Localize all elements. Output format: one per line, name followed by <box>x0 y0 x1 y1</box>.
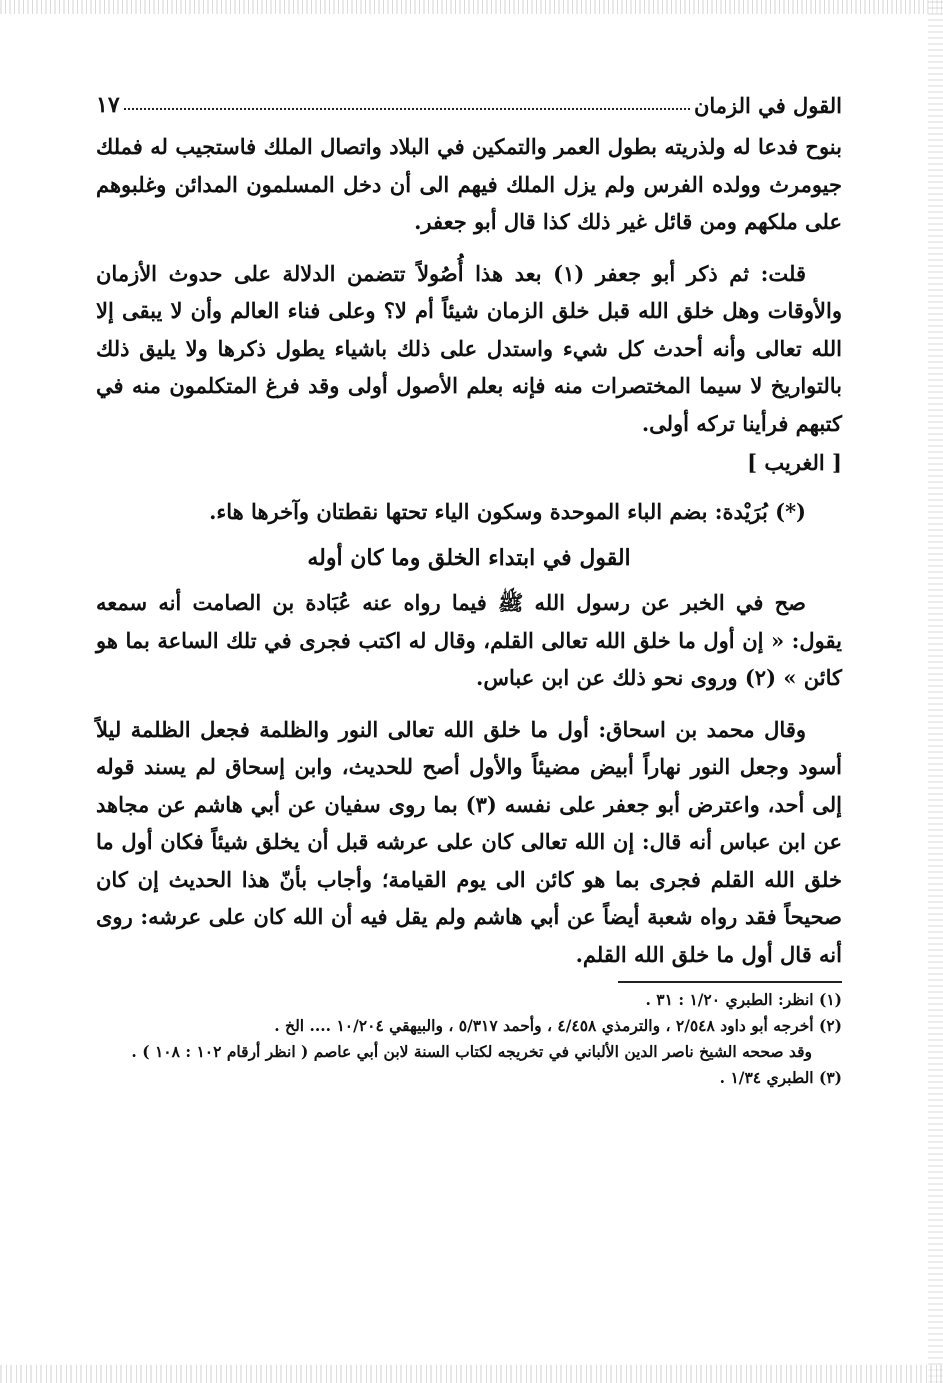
book-page <box>96 78 842 1091</box>
footnote-1: (١) انظر: الطبري ١/٢٠ : ٣١ . <box>645 990 842 1009</box>
scan-edge-top <box>0 0 943 14</box>
paragraph-3: صح في الخبر عن رسول الله ﷺ فيما رواه عنه عُبَادة بن الصامت أنه سمعه يقول: « إن أول ما خلق الله تعالى القلم، وقال له اكتب فجرى في تلك الساعة بما هو كائن » (٢) وروى نحو ذلك عن ابن عباس. <box>96 590 842 690</box>
paragraph-4: وقال محمد بن اسحاق: أول ما خلق الله تعالى النور والظلمة فجعل الظلمة ليلاً أسود وجعل النور نهاراً أبيض مضيئاً والأول أصح للحديث، وابن إسحاق لم يسند قوله إلى أحد، واعترض أبو جعفر على نفسه (٣) بما روى سفيان عن أبي هاشم عن مجاهد عن ابن عباس أنه قال: إن الله تعالى كان على عرشه قبل أن يخلق شيئاً فكان أول ما خلق الله القلم فجرى بما هو كائن الى يوم القيامة؛ وأجاب بأنّ هذا الحديث إن كان صحيحاً فقد رواه شعبة أيضاً عن أبي هاشم ولم يقل فيه أن الله كان على عرشه: روى أنه قال أول ما خلق الله القلم. <box>96 716 842 967</box>
footnote-3: (٣) الطبري ١/٣٤ . <box>719 1068 842 1087</box>
footnote-separator <box>618 981 842 983</box>
chapter-title: القول في الزمان <box>693 93 842 118</box>
gharib-note: (*) بُرَيْدة: بضم الباء الموحدة وسكون الياء تحتها نقطتان وآخرها هاء. <box>209 499 806 524</box>
header-leader-dots <box>124 108 690 110</box>
scan-edge-right <box>928 0 943 1383</box>
section-heading: القول في ابتداء الخلق وما كان أوله <box>307 545 631 571</box>
footnote-2-continued: وقد صححه الشيخ ناصر الدين الألباني في تخريجه لكتاب السنة لابن أبي عاصم ( انظر أرقام ١٠٢ : ١٠٨ ) . <box>131 1042 812 1061</box>
paragraph-2: قلت: ثم ذكر أبو جعفر (١) بعد هذا أُصُولاً تتضمن الدلالة على حدوث الأزمان والأوقات وهل خلق الله قبل خلق الزمان شيئاً أم لا؟ وعلى فناء العالم وأن لا يبقى إلا الله تعالى وأنه أحدث كل شيء واستدل على ذلك باشياء يطول ذكرها ولا يليق ذلك بالتواريخ لا سيما المختصرات منه فإنه بعلم الأصول أولى وقد فرغ المتكلمون منه في كتبهم فرأينا تركه أولى. <box>96 260 842 436</box>
footnote-2: (٢) أخرجه أبو داود ٢/٥٤٨ ، والترمذي ٤/٤٥٨ ، وأحمد ٥/٣١٧ ، والبيهقي ١٠/٢٠٤ .... الخ . <box>274 1016 842 1035</box>
page-number: ١٧ <box>96 92 120 118</box>
gharib-heading: [ الغريب ] <box>747 450 842 475</box>
running-header <box>96 78 842 118</box>
paragraph-1: بنوح فدعا له ولذريته بطول العمر والتمكين في البلاد واتصال الملك فاستجيب له فملك جيومرث وولده الفرس ولم يزل الملك فيهم الى أن دخل المسلمون المدائن وغلبوهم على ملكهم ومن قائل غير ذلك كذا قال أبو جعفر. <box>96 134 842 234</box>
scan-edge-bottom <box>0 1365 943 1383</box>
